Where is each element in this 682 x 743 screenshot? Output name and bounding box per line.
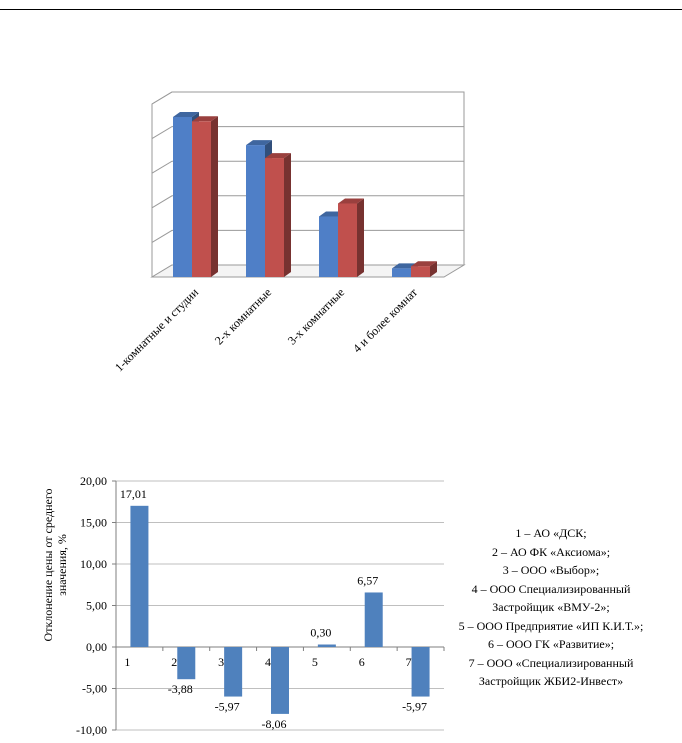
y-tick-label: 10,00 [80, 557, 107, 571]
bar-4 [271, 647, 289, 714]
legend-line: 3 – ООО «Выбор»; [502, 563, 600, 577]
company-legend [440, 524, 662, 691]
category-label: 3-х комнатные [284, 285, 348, 348]
data-label: -3,88 [167, 682, 193, 697]
category-label: 2-х комнатные [211, 285, 275, 348]
bar-2 [177, 647, 195, 679]
bar-5 [318, 645, 336, 647]
x-category-label: 6 [358, 655, 365, 669]
legend-line: 1 – АО «ДСК; [515, 526, 587, 540]
bar-6 [365, 592, 383, 647]
data-label: 17,01 [119, 486, 147, 501]
x-category-label: 4 [265, 655, 271, 669]
y-tick-label: 5,00 [86, 598, 107, 613]
category-label: 4 и более комнат [349, 285, 421, 356]
x-category-label: 1 [124, 655, 131, 669]
y-tick-label: -10,00 [76, 723, 107, 737]
y-axis-title-line: Отклонение цены от среднего [41, 488, 55, 642]
y-tick-label: -5,00 [82, 681, 107, 696]
legend-line: Застройщик ЖБИ2-Инвест» [478, 674, 624, 688]
x-category-label: 2 [171, 655, 178, 669]
bar-7 [412, 647, 430, 697]
y-axis-title-line: значения, % [55, 534, 69, 596]
data-label: -5,97 [402, 699, 428, 714]
legend-line: 2 – АО ФК «Аксиома»; [491, 544, 611, 559]
legend-line: 7 – ООО «Специализированный [468, 655, 634, 670]
category-label: 1-комнатные и студии [111, 285, 202, 375]
data-label: 6,57 [357, 573, 379, 588]
legend-line: 5 – ООО Предприятие «ИП К.И.Т.»; [458, 618, 644, 633]
legend-line: 4 – ООО Специализированный [471, 581, 631, 596]
data-label: -5,97 [214, 699, 240, 714]
data-label: -8,06 [261, 716, 287, 731]
legend-line: 6 – ООО ГК «Развитие»; [487, 637, 615, 651]
y-tick-label: 20,00 [80, 474, 107, 488]
data-label: 0,30 [310, 625, 332, 640]
bar-3 [224, 647, 242, 697]
y-axis-title [41, 489, 69, 642]
x-category-label: 5 [311, 655, 318, 669]
y-tick-label: 0,00 [86, 640, 107, 654]
x-category-label: 7 [405, 655, 412, 669]
y-tick-label: 15,00 [80, 515, 107, 530]
bar-1 [130, 506, 148, 647]
legend-line: Застройщик «ВМУ-2»; [492, 600, 610, 614]
x-category-label: 3 [218, 655, 225, 669]
